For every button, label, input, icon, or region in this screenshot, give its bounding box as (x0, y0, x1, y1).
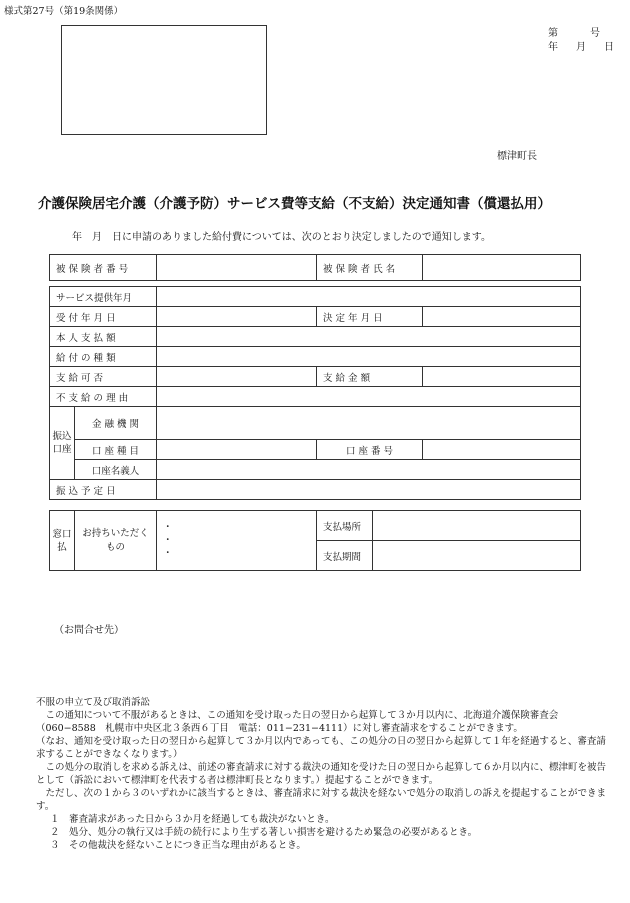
transfer-date-value[interactable] (157, 480, 581, 500)
table-row (50, 511, 581, 541)
table-row (50, 480, 581, 500)
transfer-date-label: 振 込 予 定 日 (50, 480, 157, 500)
table-row (50, 440, 581, 460)
notice-item-2: ２ 処分、処分の執行又は手続の続行により生ずる著しい損害を避けるため緊急の必要があるとき。 (50, 827, 478, 838)
list-item: ・ (163, 535, 173, 546)
insured-name-value[interactable] (423, 255, 581, 281)
table-row (50, 407, 581, 440)
counter-payment-table (49, 510, 581, 571)
bank-label: 金 融 機 関 (75, 407, 157, 440)
bank-value[interactable] (157, 407, 581, 440)
table-row (50, 460, 581, 480)
pay-place-value[interactable] (373, 511, 581, 541)
issuer-name: 標津町長 (497, 151, 537, 162)
receipt-date-value[interactable] (157, 307, 317, 327)
insured-number-value[interactable] (157, 255, 317, 281)
document-title: 介護保険居宅介護（介護予防）サービス費等支給（不支給）決定通知書（償還払用） (38, 196, 551, 212)
list-item: ・ (163, 522, 173, 533)
decision-date-label: 決 定 年 月 日 (317, 307, 423, 327)
account-holder-value[interactable] (157, 460, 581, 480)
pay-period-label: 支払期間 (317, 541, 373, 571)
amount-value[interactable] (423, 367, 581, 387)
bring-items-label: お持ちいただくもの (75, 511, 157, 571)
notice-item-3: ３ その他裁決を経ないことにつき正当な理由があるとき。 (50, 840, 306, 851)
pay-period-value[interactable] (373, 541, 581, 571)
notice-paragraph-2: この処分の取消しを求める訴えは、前述の審査請求に対する裁決の通知を受けた日の翌日から起算して６か月以内に、標津町を被告として（訴訟において標津町を代表する者は標津町長となります。）提起することができます。 (36, 762, 607, 786)
account-number-label: 口 座 番 号 (317, 440, 423, 460)
details-table (49, 286, 581, 500)
table-row (50, 347, 581, 367)
self-payment-value[interactable] (157, 327, 581, 347)
notice-paragraph-1: この通知について不服があるときは、この通知を受け取った日の翌日から起算して３か月以内に、北海道介護保険審査会（060−8588 札幌市中央区北３条西６丁目 電話：011−231−4111）に対し審査請求をすることができます。 (36, 710, 559, 734)
account-number-value[interactable] (423, 440, 581, 460)
address-box (61, 25, 267, 135)
self-payment-label: 本 人 支 払 額 (50, 327, 157, 347)
insured-number-label: 被 保 険 者 番 号 (50, 255, 157, 281)
denial-reason-value[interactable] (157, 387, 581, 407)
amount-label: 支 給 金 額 (317, 367, 423, 387)
notice-heading: 不服の申立て及び取消訴訟 (36, 697, 151, 708)
table-row (50, 387, 581, 407)
list-item: ・ (163, 548, 173, 559)
insured-name-label: 被 保 険 者 氏 名 (317, 255, 423, 281)
receipt-date-label: 受 付 年 月 日 (50, 307, 157, 327)
service-month-value[interactable] (157, 287, 581, 307)
table-row (50, 287, 581, 307)
insured-table (49, 254, 581, 281)
transfer-account-group-label: 振込口座 (50, 407, 75, 480)
table-row (50, 367, 581, 387)
bring-items-list (157, 511, 317, 571)
form-number: 様式第27号（第19条関係） (4, 6, 124, 17)
account-type-label: 口 座 種 目 (75, 440, 157, 460)
notice-item-1: １ 審査請求があった日から３か月を経過しても裁決がないとき。 (50, 814, 335, 825)
approval-value[interactable] (157, 367, 317, 387)
benefit-type-label: 給 付 の 種 類 (50, 347, 157, 367)
appeal-notice (36, 696, 608, 852)
decision-date-value[interactable] (423, 307, 581, 327)
document-number: 第 号 (548, 28, 604, 39)
service-month-label: サービス提供年月 (50, 287, 157, 307)
account-type-value[interactable] (157, 440, 317, 460)
counter-payment-group-label: 窓口払 (50, 511, 75, 571)
notice-paragraph-1-note: （なお、通知を受け取った日の翌日から起算して３か月以内であっても、この処分の日の翌日から起算して１年を経過すると、審査請求することができなくなります。） (36, 736, 606, 760)
document-date: 年 月 日 (548, 42, 618, 53)
intro-text: 年 月 日に申請のありました給付費については、次のとおり決定しましたので通知します。 (72, 232, 491, 243)
notice-paragraph-3: ただし、次の１から３のいずれかに該当するときは、審査請求に対する裁決を経ないで処分の取消しの訴えを提起することができます。 (36, 788, 607, 812)
table-row (50, 307, 581, 327)
document-number-block (548, 27, 618, 55)
contact-heading: （お問合せ先） (54, 625, 124, 636)
table-row (50, 255, 581, 281)
denial-reason-label: 不 支 給 の 理 由 (50, 387, 157, 407)
pay-place-label: 支払場所 (317, 511, 373, 541)
table-row (50, 327, 581, 347)
benefit-type-value[interactable] (157, 347, 581, 367)
account-holder-label: 口座名義人 (75, 460, 157, 480)
approval-label: 支 給 可 否 (50, 367, 157, 387)
